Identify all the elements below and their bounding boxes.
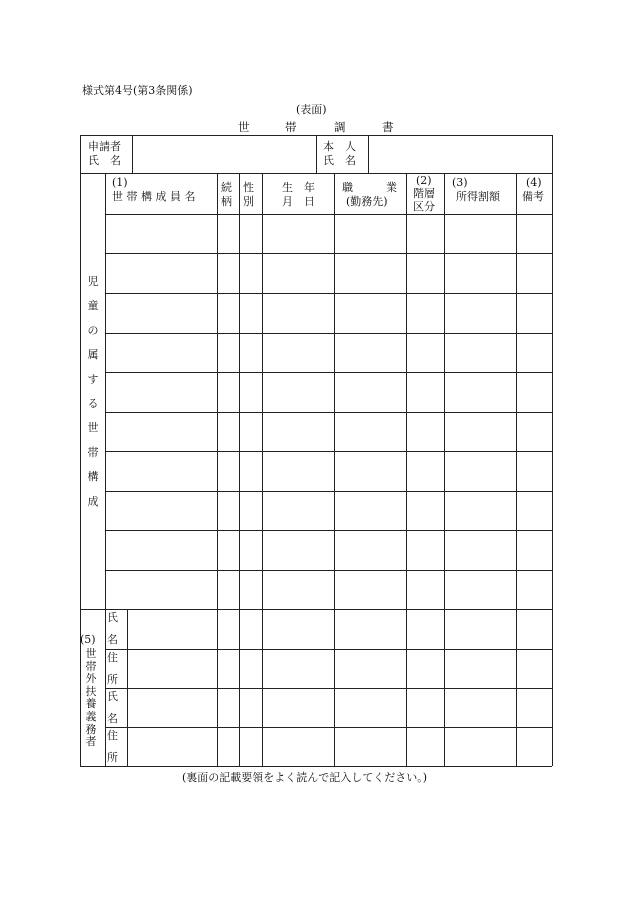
rule-line	[105, 214, 552, 215]
col-occupation-1: 職 業	[342, 181, 397, 194]
title-char: 調	[334, 120, 346, 134]
rule-line	[105, 333, 552, 334]
rule-line	[334, 173, 335, 766]
col-class-num: (2)	[416, 174, 432, 187]
household-label-char: 成	[87, 494, 99, 508]
rule-line	[105, 649, 552, 650]
rule-line	[262, 173, 263, 766]
side-label: (表面)	[296, 103, 327, 116]
household-label-char: 構	[87, 470, 99, 484]
outside-row-label-top: 住	[107, 729, 118, 742]
col-birth-2: 月 日	[282, 195, 315, 208]
col-birth-1: 生 年	[282, 181, 315, 194]
footnote: (裏面の記載要領をよく読んで記入してください。)	[182, 771, 428, 784]
household-label-char: 児	[87, 275, 99, 288]
outside-row-label-bottom: 所	[107, 673, 118, 686]
household-label-char: 属	[87, 348, 99, 362]
rule-line	[105, 173, 106, 766]
col-remarks-num: (4)	[526, 176, 542, 189]
rule-line	[552, 135, 553, 766]
rule-line	[105, 253, 552, 254]
rule-line	[444, 173, 445, 766]
outside-label-char: 養	[85, 697, 97, 711]
outside-label-char: 者	[85, 735, 97, 749]
outside-label-char: 世	[85, 647, 97, 660]
applicant-label-1: 申請者	[88, 140, 121, 153]
principal-label-1: 本 人	[323, 140, 356, 153]
rule-line	[316, 135, 317, 173]
rule-line	[105, 727, 552, 728]
outside-row-label-top: 氏	[107, 690, 118, 703]
household-label-char: 童	[87, 299, 99, 313]
rule-line	[127, 609, 128, 766]
rule-line	[239, 173, 240, 766]
household-label-char: す	[87, 372, 99, 386]
rule-line	[80, 135, 81, 766]
outside-row-label-bottom: 所	[107, 751, 118, 764]
outside-row-label-top: 氏	[107, 611, 118, 624]
col-income-label: 所得割額	[456, 190, 500, 203]
col-members-num: (1)	[112, 176, 128, 189]
col-gender-2: 別	[243, 195, 254, 208]
rule-line	[80, 766, 552, 767]
title-char: 帯	[285, 120, 297, 134]
household-label-char: 世	[87, 421, 99, 435]
col-remarks-label: 備考	[522, 190, 544, 203]
rule-line	[105, 451, 552, 452]
outside-label-char: 義	[85, 710, 97, 723]
rule-line	[105, 372, 552, 373]
col-income-num: (3)	[452, 176, 468, 189]
outside-label-char: 帯	[85, 659, 97, 673]
applicant-name-field[interactable]	[133, 137, 313, 171]
col-relation-2: 柄	[221, 195, 232, 208]
rule-line	[406, 173, 407, 766]
rule-line	[217, 173, 218, 766]
outside-row-label-top: 住	[107, 651, 118, 664]
rule-line	[105, 412, 552, 413]
rule-line	[516, 173, 517, 766]
col-occupation-2: (勤務先)	[346, 195, 388, 208]
household-label-char: の	[87, 323, 99, 337]
outside-label-char: 扶	[85, 684, 97, 698]
rule-line	[80, 173, 552, 174]
title-char: 書	[382, 120, 394, 134]
outside-section-num: (5)	[80, 633, 96, 646]
form-number: 様式第4号(第3条関係)	[82, 84, 193, 97]
outside-label-char: 外	[85, 672, 97, 686]
principal-name-field[interactable]	[369, 137, 551, 171]
col-gender-1: 性	[243, 181, 254, 194]
rule-line	[105, 688, 552, 689]
col-relation-1: 続	[221, 181, 232, 194]
principal-label-2: 氏 名	[323, 154, 356, 167]
rule-line	[105, 293, 552, 294]
household-label-char: 帯	[87, 445, 99, 459]
col-class-2: 区分	[413, 200, 435, 213]
rule-line	[105, 570, 552, 571]
outside-label-char: 務	[85, 722, 97, 736]
col-class-1: 階層	[413, 187, 435, 200]
rule-line	[80, 609, 552, 610]
outside-row-label-bottom: 名	[107, 633, 118, 646]
rule-line	[105, 530, 552, 531]
household-label-char: る	[87, 397, 99, 410]
col-members-label: 世 帯 構 成 員 名	[112, 190, 196, 203]
title-char: 世	[238, 120, 250, 134]
rule-line	[105, 491, 552, 492]
applicant-label-2: 氏 名	[88, 154, 121, 167]
outside-row-label-bottom: 名	[107, 712, 118, 725]
